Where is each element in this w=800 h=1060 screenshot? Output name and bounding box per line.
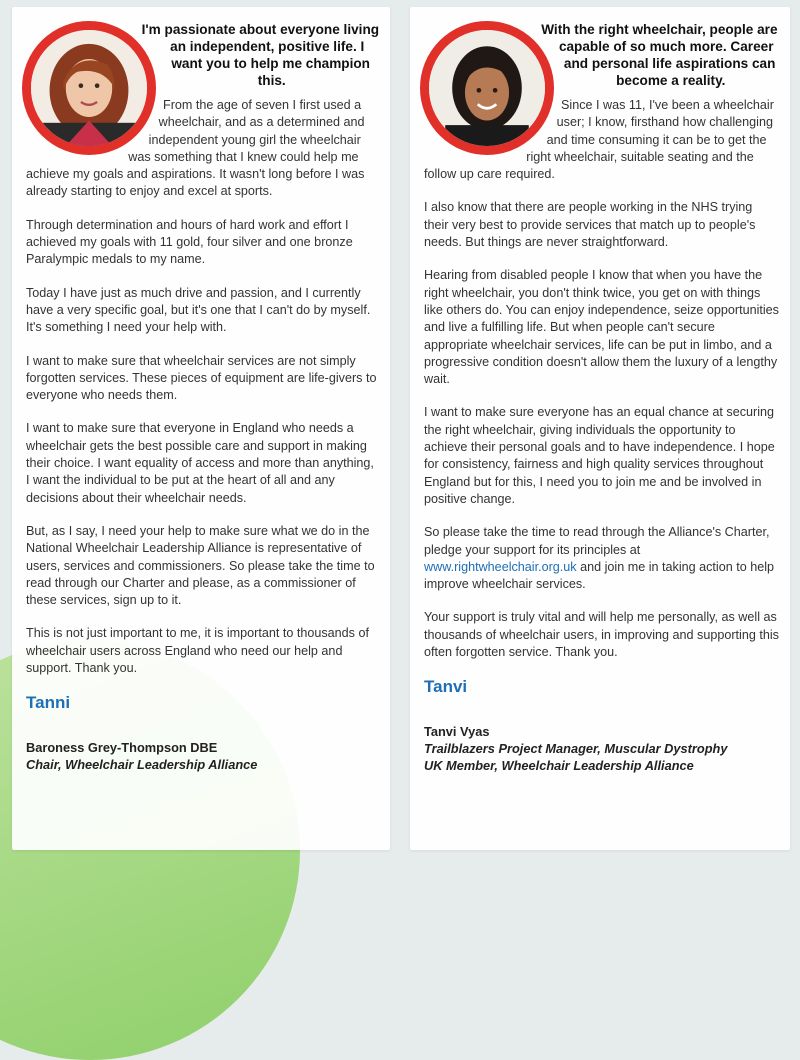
signature-tanvi: Tanvi — [424, 677, 468, 697]
portrait-tanni — [22, 21, 156, 155]
left-paragraph: Through determination and hours of hard work and effort I achieved my goals with 11 gold, four silver and one bronze Paralympic medals to my name. — [26, 217, 353, 267]
right-paragraph: I also know that there are people working in the NHS trying their very best to provide services that match up to people's needs. But things are never straightforward. — [424, 200, 756, 250]
right-body — [424, 97, 780, 661]
signature-tanni: Tanni — [26, 693, 71, 713]
charter-paragraph — [424, 524, 780, 593]
left-letter-panel — [12, 7, 390, 850]
left-paragraph: I want to make sure that wheelchair services are not simply forgotten services. These pieces of equipment are life-givers to everyone who needs them. — [26, 353, 377, 403]
left-letter-content — [12, 7, 390, 773]
charter-text-pre: So please take the time to read through the Alliance's Charter, pledge your support for its principles at — [424, 525, 770, 557]
right-quote: With the right wheelchair, people are capable of so much more. Career and personal life aspirations can become a reality. — [541, 22, 778, 88]
right-full-name: Tanvi Vyas — [424, 724, 490, 740]
left-paragraph: But, as I say, I need your help to make sure what we do in the National Wheelchair Leadership Alliance is representative of users, services and commissioners. So please take the time to read through our Charter and please, as a commissioner of these services, sign up to it. — [26, 523, 375, 608]
left-role: Chair, Wheelchair Leadership Alliance — [26, 757, 258, 773]
right-paragraph: I want to make sure everyone has an equal chance at securing the right wheelchair, giving individuals the opportunity to achieve their personal goals and to have independence. I hope for consistency, fairness and high quality services throughout England but for this, I need you to join me and be involved in positive change. — [424, 405, 775, 506]
left-quote: I'm passionate about everyone living an independent, positive life. I want you to help me champion this. — [141, 22, 380, 88]
left-full-name: Baroness Grey-Thompson DBE — [26, 740, 218, 756]
website-link[interactable]: www.rightwheelchair.org.uk — [424, 559, 577, 574]
charter-text-post: and join me in taking action to help improve wheelchair services. — [424, 559, 775, 592]
right-letter-content — [410, 7, 790, 774]
portrait-tanvi — [420, 21, 554, 155]
left-body — [26, 97, 380, 677]
left-paragraph: Today I have just as much drive and passion, and I currently have a very specific goal, but it's one that I can't do by myself. It's something I need your help with. — [26, 285, 371, 335]
portrait-tanni-image — [31, 30, 147, 146]
right-role-line-2: UK Member, Wheelchair Leadership Alliance — [424, 758, 694, 774]
left-paragraph: I want to make sure that everyone in England who needs a wheelchair gets the best possible care and support in making their choice. I want equality of access and more than anything, I want the individual to be put at the heart of all and any decisions about their wheelchair needs. — [26, 421, 374, 505]
right-letter-panel — [410, 7, 790, 850]
left-paragraph: From the age of seven I first used a wheelchair, and as a determined and independent young girl the wheelchair was something that I knew could help me achieve my goals and aspirations. It wasn't long before I was already starting to enjoy and excel at sports. — [26, 98, 365, 199]
left-paragraph: This is not just important to me, it is important to thousands of wheelchair users across England who need our help and support. Thank you. — [26, 626, 369, 676]
right-paragraph: Since I was 11, I've been a wheelchair user; I know, firsthand how challenging and time consuming it can be to get the right wheelchair, suitable seating and the follow up care required. — [424, 98, 774, 182]
right-closing-paragraph: Your support is truly vital and will help me personally, as well as thousands of wheelchair users, in improving and supporting this often forgotten service. Thank you. — [424, 610, 779, 660]
right-paragraph: Hearing from disabled people I know that when you have the right wheelchair, you don't think twice, you get on with things like others do. You can enjoy independence, seize opportunities and live a fulfilling life. But when people can't secure appropriate wheelchair services, life can be put in limbo, and a progressive condition doesn't allow them the luxury of a lengthy wait. — [424, 268, 779, 387]
right-role-line-1: Trailblazers Project Manager, Muscular Dystrophy — [424, 741, 728, 757]
portrait-tanvi-image — [429, 30, 545, 146]
